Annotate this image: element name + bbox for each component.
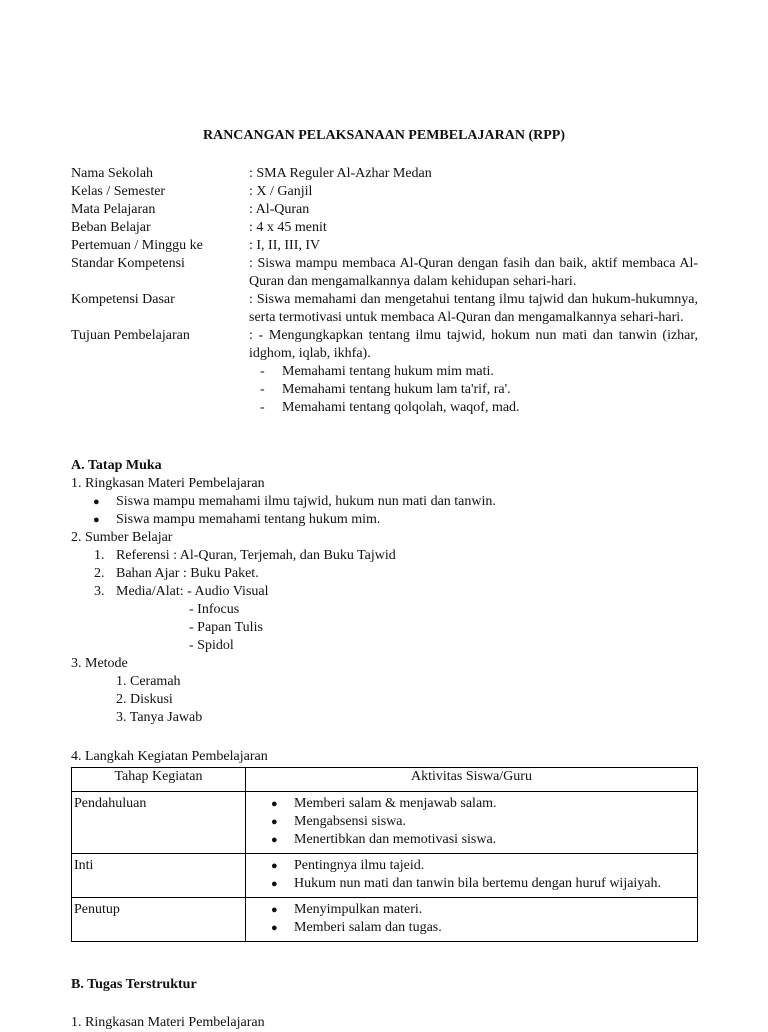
info-row-pertemuan <box>71 237 698 255</box>
table-row <box>72 898 698 942</box>
list-item: 2. Bahan Ajar : Buku Paket. <box>94 566 259 581</box>
info-row-tujuan <box>71 327 698 417</box>
table-cell-activities <box>246 792 698 854</box>
table-header-row <box>72 768 698 792</box>
info-value: : Siswa memahami dan mengetahui tentang ilmu tajwid dan hukum-hukumnya, serta termotivasi untuk membaca Al-Quran dan mengamalkannya sehari-hari. <box>249 292 698 325</box>
list-item: - Memahami tentang qolqolah, waqof, mad. <box>249 399 698 417</box>
info-label: Mata Pelajaran <box>71 202 156 217</box>
info-row-nama-sekolah <box>71 165 698 183</box>
table-cell-activities <box>246 898 698 942</box>
info-value: : Siswa mampu membaca Al-Quran dengan fasih dan baik, aktif membaca Al-Quran dan mengamalkannya dalam kehidupan sehari-hari. <box>249 256 698 289</box>
sumber-heading: 2. Sumber Belajar <box>71 530 173 545</box>
list-item: ● Pentingnya ilmu tajeid. <box>246 857 697 875</box>
list-item: 1. Referensi : Al-Quran, Terjemah, dan Buku Tajwid <box>94 548 396 563</box>
langkah-heading: 4. Langkah Kegiatan Pembelajaran <box>71 749 268 764</box>
tujuan-first: : - Mengungkapkan tentang ilmu tajwid, hokum nun mati dan tanwin (izhar, idghom, iqlab, ikhfa). <box>249 328 698 361</box>
info-label: Nama Sekolah <box>71 166 154 181</box>
info-label: Tujuan Pembelajaran <box>71 328 190 343</box>
info-row-mata-pelajaran <box>71 201 698 219</box>
list-item: ● Menyimpulkan materi. <box>246 901 697 919</box>
ringkasan-list <box>71 493 698 529</box>
ringkasan-heading: 1. Ringkasan Materi Pembelajaran <box>71 476 265 491</box>
table-row <box>72 854 698 898</box>
metode-list <box>71 673 698 727</box>
media-sub-item: - Spidol <box>189 638 234 653</box>
media-sub-item: - Infocus <box>189 602 240 617</box>
info-label: Pertemuan / Minggu ke <box>71 238 203 253</box>
section-a <box>71 457 698 727</box>
tujuan-list <box>249 363 698 417</box>
info-label: Kompetensi Dasar <box>71 292 175 307</box>
table-header-stage: Tahap Kegiatan <box>72 768 246 792</box>
section-b-heading: B. Tugas Terstruktur <box>71 977 197 992</box>
info-value: : I, II, III, IV <box>249 238 321 253</box>
list-item: 2. Diskusi <box>116 692 173 707</box>
info-row-kelas <box>71 183 698 201</box>
activity-table <box>71 767 698 942</box>
list-item: ● Memberi salam dan tugas. <box>246 919 697 937</box>
info-value: : 4 x 45 menit <box>249 220 327 235</box>
info-label: Standar Kompetensi <box>71 256 185 271</box>
info-label: Beban Belajar <box>71 220 151 235</box>
list-item: ● Menertibkan dan memotivasi siswa. <box>246 831 697 849</box>
info-row-beban-belajar <box>71 219 698 237</box>
list-item: ● Hukum nun mati dan tanwin bila bertemu dengan huruf wijaiyah. <box>246 875 697 893</box>
list-item: 1. Ceramah <box>116 674 181 689</box>
info-row-kompetensi-dasar <box>71 291 698 327</box>
list-item: 3. Tanya Jawab <box>116 710 203 725</box>
list-item: ● Siswa mampu memahami ilmu tajwid, hukum nun mati dan tanwin. <box>71 493 698 511</box>
section-b-sub: 1. Ringkasan Materi Pembelajaran <box>71 1015 265 1030</box>
list-item: ● Mengabsensi siswa. <box>246 813 697 831</box>
table-cell-stage: Inti <box>72 854 246 898</box>
media-sub-item: - Papan Tulis <box>189 620 263 635</box>
table-cell-stage: Pendahuluan <box>72 792 246 854</box>
sumber-list <box>71 547 698 601</box>
tujuan-values <box>249 327 698 417</box>
info-value: : SMA Reguler Al-Azhar Medan <box>249 166 432 181</box>
table-header-activity: Aktivitas Siswa/Guru <box>246 768 698 792</box>
list-item: 3. Media/Alat: - Audio Visual <box>94 584 269 599</box>
list-item: ● Siswa mampu memahami tentang hukum mim. <box>71 511 698 529</box>
table-cell-activities <box>246 854 698 898</box>
section-a-heading: A. Tatap Muka <box>71 458 162 473</box>
info-row-standar-kompetensi <box>71 255 698 291</box>
list-item: - Memahami tentang hukum lam ta'rif, ra'. <box>249 381 698 399</box>
list-item: - Memahami tentang hukum mim mati. <box>249 363 698 381</box>
info-label: Kelas / Semester <box>71 184 166 199</box>
info-value: : Al-Quran <box>249 202 310 217</box>
list-item: ● Memberi salam & menjawab salam. <box>246 795 697 813</box>
table-cell-stage: Penutup <box>72 898 246 942</box>
document-title: RANCANGAN PELAKSANAAN PEMBELAJARAN (RPP) <box>202 128 566 143</box>
info-value: : X / Ganjil <box>249 184 313 199</box>
metode-heading: 3. Metode <box>71 656 128 671</box>
info-block <box>71 165 698 417</box>
table-row <box>72 792 698 854</box>
